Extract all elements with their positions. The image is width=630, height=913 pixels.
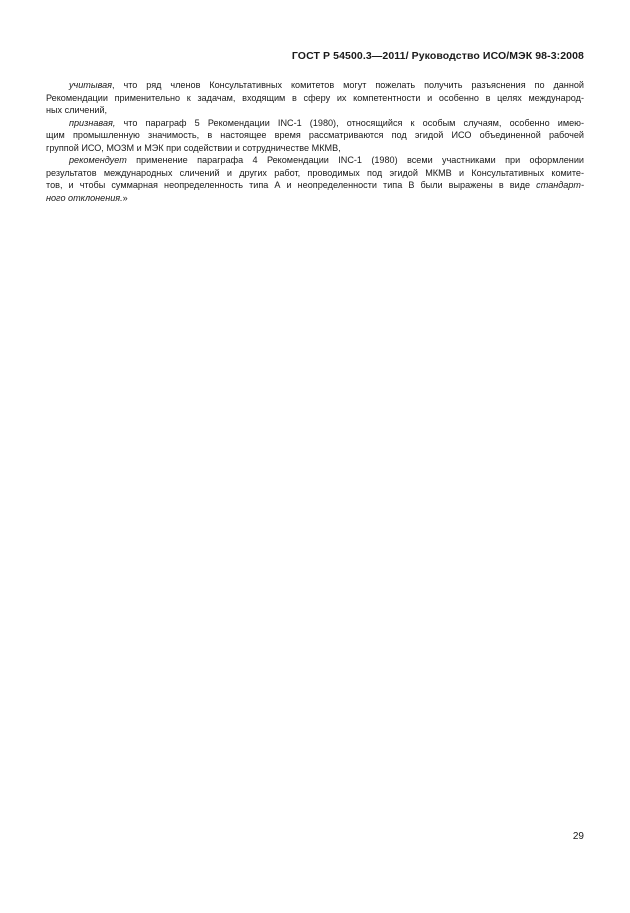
paragraph-3-keyword: рекомендует	[69, 155, 127, 165]
paragraph-3-line-1	[46, 154, 584, 167]
paragraph-3-line-3	[46, 179, 584, 192]
page-number: 29	[572, 831, 584, 842]
paragraph-2-text: что параграф 5 Рекомендации INC-1 (1980), относящийся к особым случаям, особенно имею-	[115, 117, 584, 128]
paragraph-2-line-3: группой ИСО, МОЗМ и МЭК при содействии и сотрудничестве МКМВ,	[46, 142, 341, 153]
paragraph-1-line-2: Рекомендации применительно к задачам, входящим в сферу их компетентности и особенно в целях международ-	[46, 92, 584, 103]
paragraph-3-italic-term-start: стандарт-	[536, 180, 584, 190]
paragraph-1-line-3: ных сличений,	[46, 105, 108, 115]
paragraph-2-keyword: признавая,	[69, 117, 116, 128]
page-header: ГОСТ Р 54500.3—2011/ Руководство ИСО/МЭК 98-3:2008	[291, 50, 584, 62]
paragraph-1-line-1	[46, 79, 584, 92]
paragraph-2-line-2: щим промышленную значимость, в настоящее время рассматриваются под эгидой ИСО объединенной рабочей	[46, 130, 584, 140]
paragraph-3-text: применение параграфа 4 Рекомендации INC-1 (1980) всеми участниками при оформлении	[126, 155, 584, 165]
paragraph-3-italic-term-end: ного отклонения.	[46, 192, 123, 203]
document-body	[46, 79, 584, 204]
paragraph-1-text: , что ряд членов Консультативных комитетов могут пожелать получить разъяснения по данной	[112, 80, 584, 90]
paragraph-3-text-end: тов, и чтобы суммарная неопределенность типа А и неопределенности типа В были выражены в виде	[46, 180, 537, 190]
paragraph-2-line-1	[46, 117, 584, 130]
paragraph-1-keyword: учитывая	[69, 80, 113, 90]
paragraph-3-line-4	[46, 192, 584, 205]
paragraph-3-line-2: результатов международных сличений и других работ, проводимых под эгидой МКМВ и Консультативных комите-	[46, 167, 584, 178]
closing-quote: »	[122, 192, 128, 203]
